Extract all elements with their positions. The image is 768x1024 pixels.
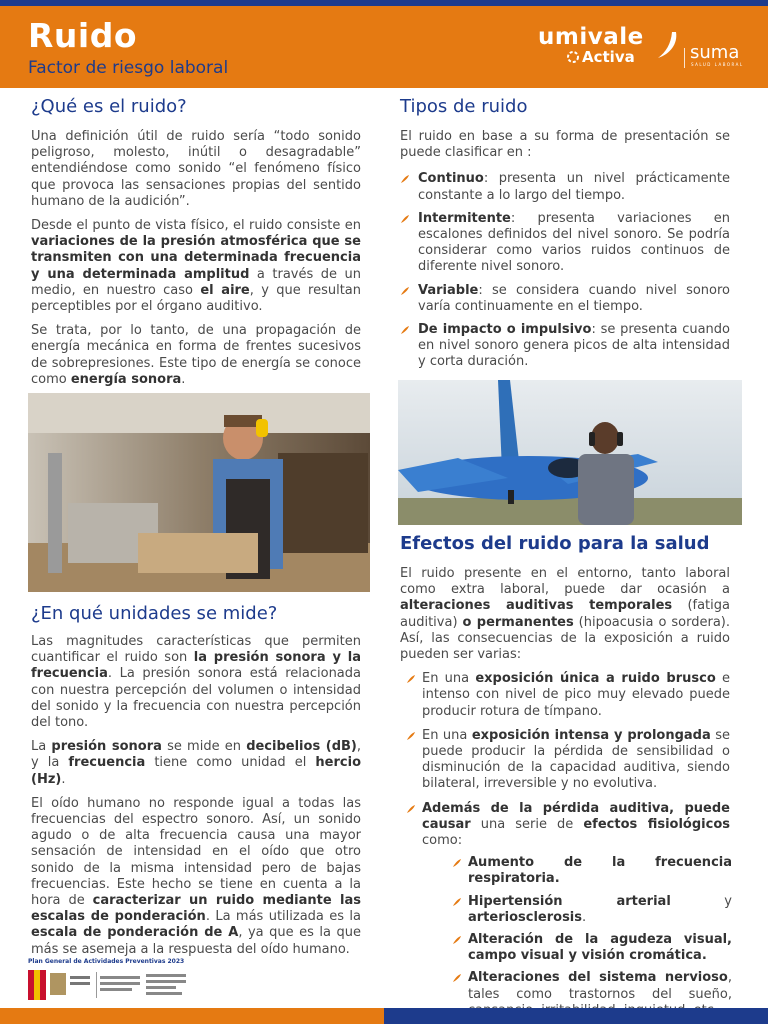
list-item: Además de la pérdida auditiva, puede causar una serie de efectos fisiológicos como: xyxy=(400,801,730,850)
list-item: En una exposición única a ruido brusco e intenso con nivel de pico muy elevado puede producir rotura de tímpano. xyxy=(400,671,730,720)
brand-swoosh-icon xyxy=(656,30,680,60)
brush-bullet-icon xyxy=(400,214,410,224)
footer-logos xyxy=(28,958,198,1002)
list-item: Intermitente: presenta variaciones en escalones definidos del nivel sonoro. Se podría considerar como varios ruidos continuos de diferente nivel sonoro. xyxy=(400,211,730,276)
bottom-bar-navy xyxy=(384,1008,768,1024)
brand-partner: suma xyxy=(690,42,740,63)
paragraph-effects-intro: El ruido presente en el entorno, tanto laboral como extra laboral, puede dar ocasión a alteraciones auditivas temporales (fatiga auditiva) o permanentes (hipoacusia o sordera). Así, las consecuencias de la exposición a ruido pueden ser varias: xyxy=(400,566,730,663)
brush-bullet-icon xyxy=(406,674,416,684)
heading-units: ¿En qué unidades se mide? xyxy=(31,603,278,624)
brush-bullet-icon xyxy=(452,858,462,868)
government-seal-icon xyxy=(28,970,198,1000)
heading-health-effects: Efectos del ruido para la salud xyxy=(400,533,710,554)
paragraph-units: La presión sonora se mide en decibelios (dB), y la frecuencia tiene como unidad el hercio (Hz). xyxy=(31,739,361,787)
list-item: Variable: se considera cuando nivel sonoro varía continuamente en el tiempo. xyxy=(400,283,730,315)
paragraph-definition: Una definición útil de ruido sería “todo sonido peligroso, molesto, inútil o desagradable” entendiéndose como sonido “el fenómeno físico que provoca las sensaciones propias del sentido humano de la audición”. xyxy=(31,129,361,209)
brush-bullet-icon xyxy=(400,286,410,296)
heading-what-is-noise: ¿Qué es el ruido? xyxy=(31,96,187,117)
types-list xyxy=(400,171,730,370)
brand-main: umivale xyxy=(538,24,644,50)
brand-sub: Activa xyxy=(582,48,635,66)
brush-bullet-icon xyxy=(452,935,462,945)
brand-partner-tag: SALUD LABORAL xyxy=(691,62,744,67)
list-item: Alteraciones del sistema nervioso, tales como trastornos del sueño, xyxy=(452,970,732,1019)
heading-noise-types: Tipos de ruido xyxy=(400,96,528,117)
brush-bullet-icon xyxy=(400,325,410,335)
list-item: De impacto o impulsivo: se presenta cuando en nivel sonoro genera picos de alta intensidad y corta duración. xyxy=(400,322,730,371)
section-noise-types xyxy=(400,96,730,371)
paragraph-energy: Se trata, por lo tanto, de una propagación de energía mecánica en forma de frentes sucesivos de sobrepresiones. Este tipo de energía se conoce como energía sonora. xyxy=(31,323,361,387)
brush-bullet-icon xyxy=(406,804,416,814)
plan-label: Plan General de Actividades Preventivas 2023 xyxy=(28,958,185,965)
section-units xyxy=(31,603,361,958)
paragraph-magnitudes: Las magnitudes características que permiten cuantificar el ruido son la presión sonora y la frecuencia. La presión sonora está relacionada con nuestra percepción del volumen o intensidad del sonido y la frecuencia con nuestra percepción del tono. xyxy=(31,634,361,731)
physiological-effects-list xyxy=(452,855,732,1019)
list-item: Alteración de la agudeza visual, campo visual y visión cromática. xyxy=(452,932,732,964)
brand-divider xyxy=(684,48,685,68)
photo-carpenter-ear-protection xyxy=(28,393,370,592)
paragraph-physical: Desde el punto de vista físico, el ruido consiste en variaciones de la presión atmosférica que se transmiten con una determinada frecuencia y una determinada amplitud a través de un medio, en nuestro caso el aire, y que resultan perceptibles por el órgano auditivo. xyxy=(31,218,361,315)
list-item: Hipertensión arterial y arteriosclerosis. xyxy=(452,894,732,926)
header-banner xyxy=(0,6,768,88)
activa-star-icon xyxy=(566,50,580,64)
bottom-bar-orange xyxy=(0,1008,384,1024)
brush-bullet-icon xyxy=(400,174,410,184)
list-item: En una exposición intensa y prolongada se puede producir la pérdida de sensibilidad o disminución de la capacidad auditiva, siendo bilateral, irreversible y no evolutiva. xyxy=(400,728,730,793)
brush-bullet-icon xyxy=(406,731,416,741)
page-subtitle: Factor de riesgo laboral xyxy=(28,58,229,78)
paragraph-weighting: El oído humano no responde igual a todas las frecuencias del espectro sonoro. Así, un sonido agudo o de alta frecuencia causa una mayor sensación de intensidad en el oído que otro sonido de la misma intensidad pero de bajas frecuencias. Este hecho se tiene en cuenta a la hora de caracterizar un ruido mediante las escalas de ponderación. La más utilizada es la escala de ponderación de A, ya que es la que más se asemeja a la respuesta del oído humano. xyxy=(31,795,362,957)
section-health-effects xyxy=(400,533,733,1019)
brush-bullet-icon xyxy=(452,897,462,907)
list-item: Aumento de la frecuencia respiratoria. xyxy=(452,855,732,887)
section-what-is-noise xyxy=(31,96,361,388)
photo-aircraft-worker xyxy=(398,380,742,525)
list-item: Continuo: presenta un nivel prácticamente constante a lo largo del tiempo. xyxy=(400,171,730,203)
page-title: Ruido xyxy=(28,16,138,55)
brush-bullet-icon xyxy=(452,973,462,983)
effects-list xyxy=(400,671,730,849)
paragraph-types-intro: El ruido en base a su forma de presentación se puede clasificar en : xyxy=(400,129,730,161)
